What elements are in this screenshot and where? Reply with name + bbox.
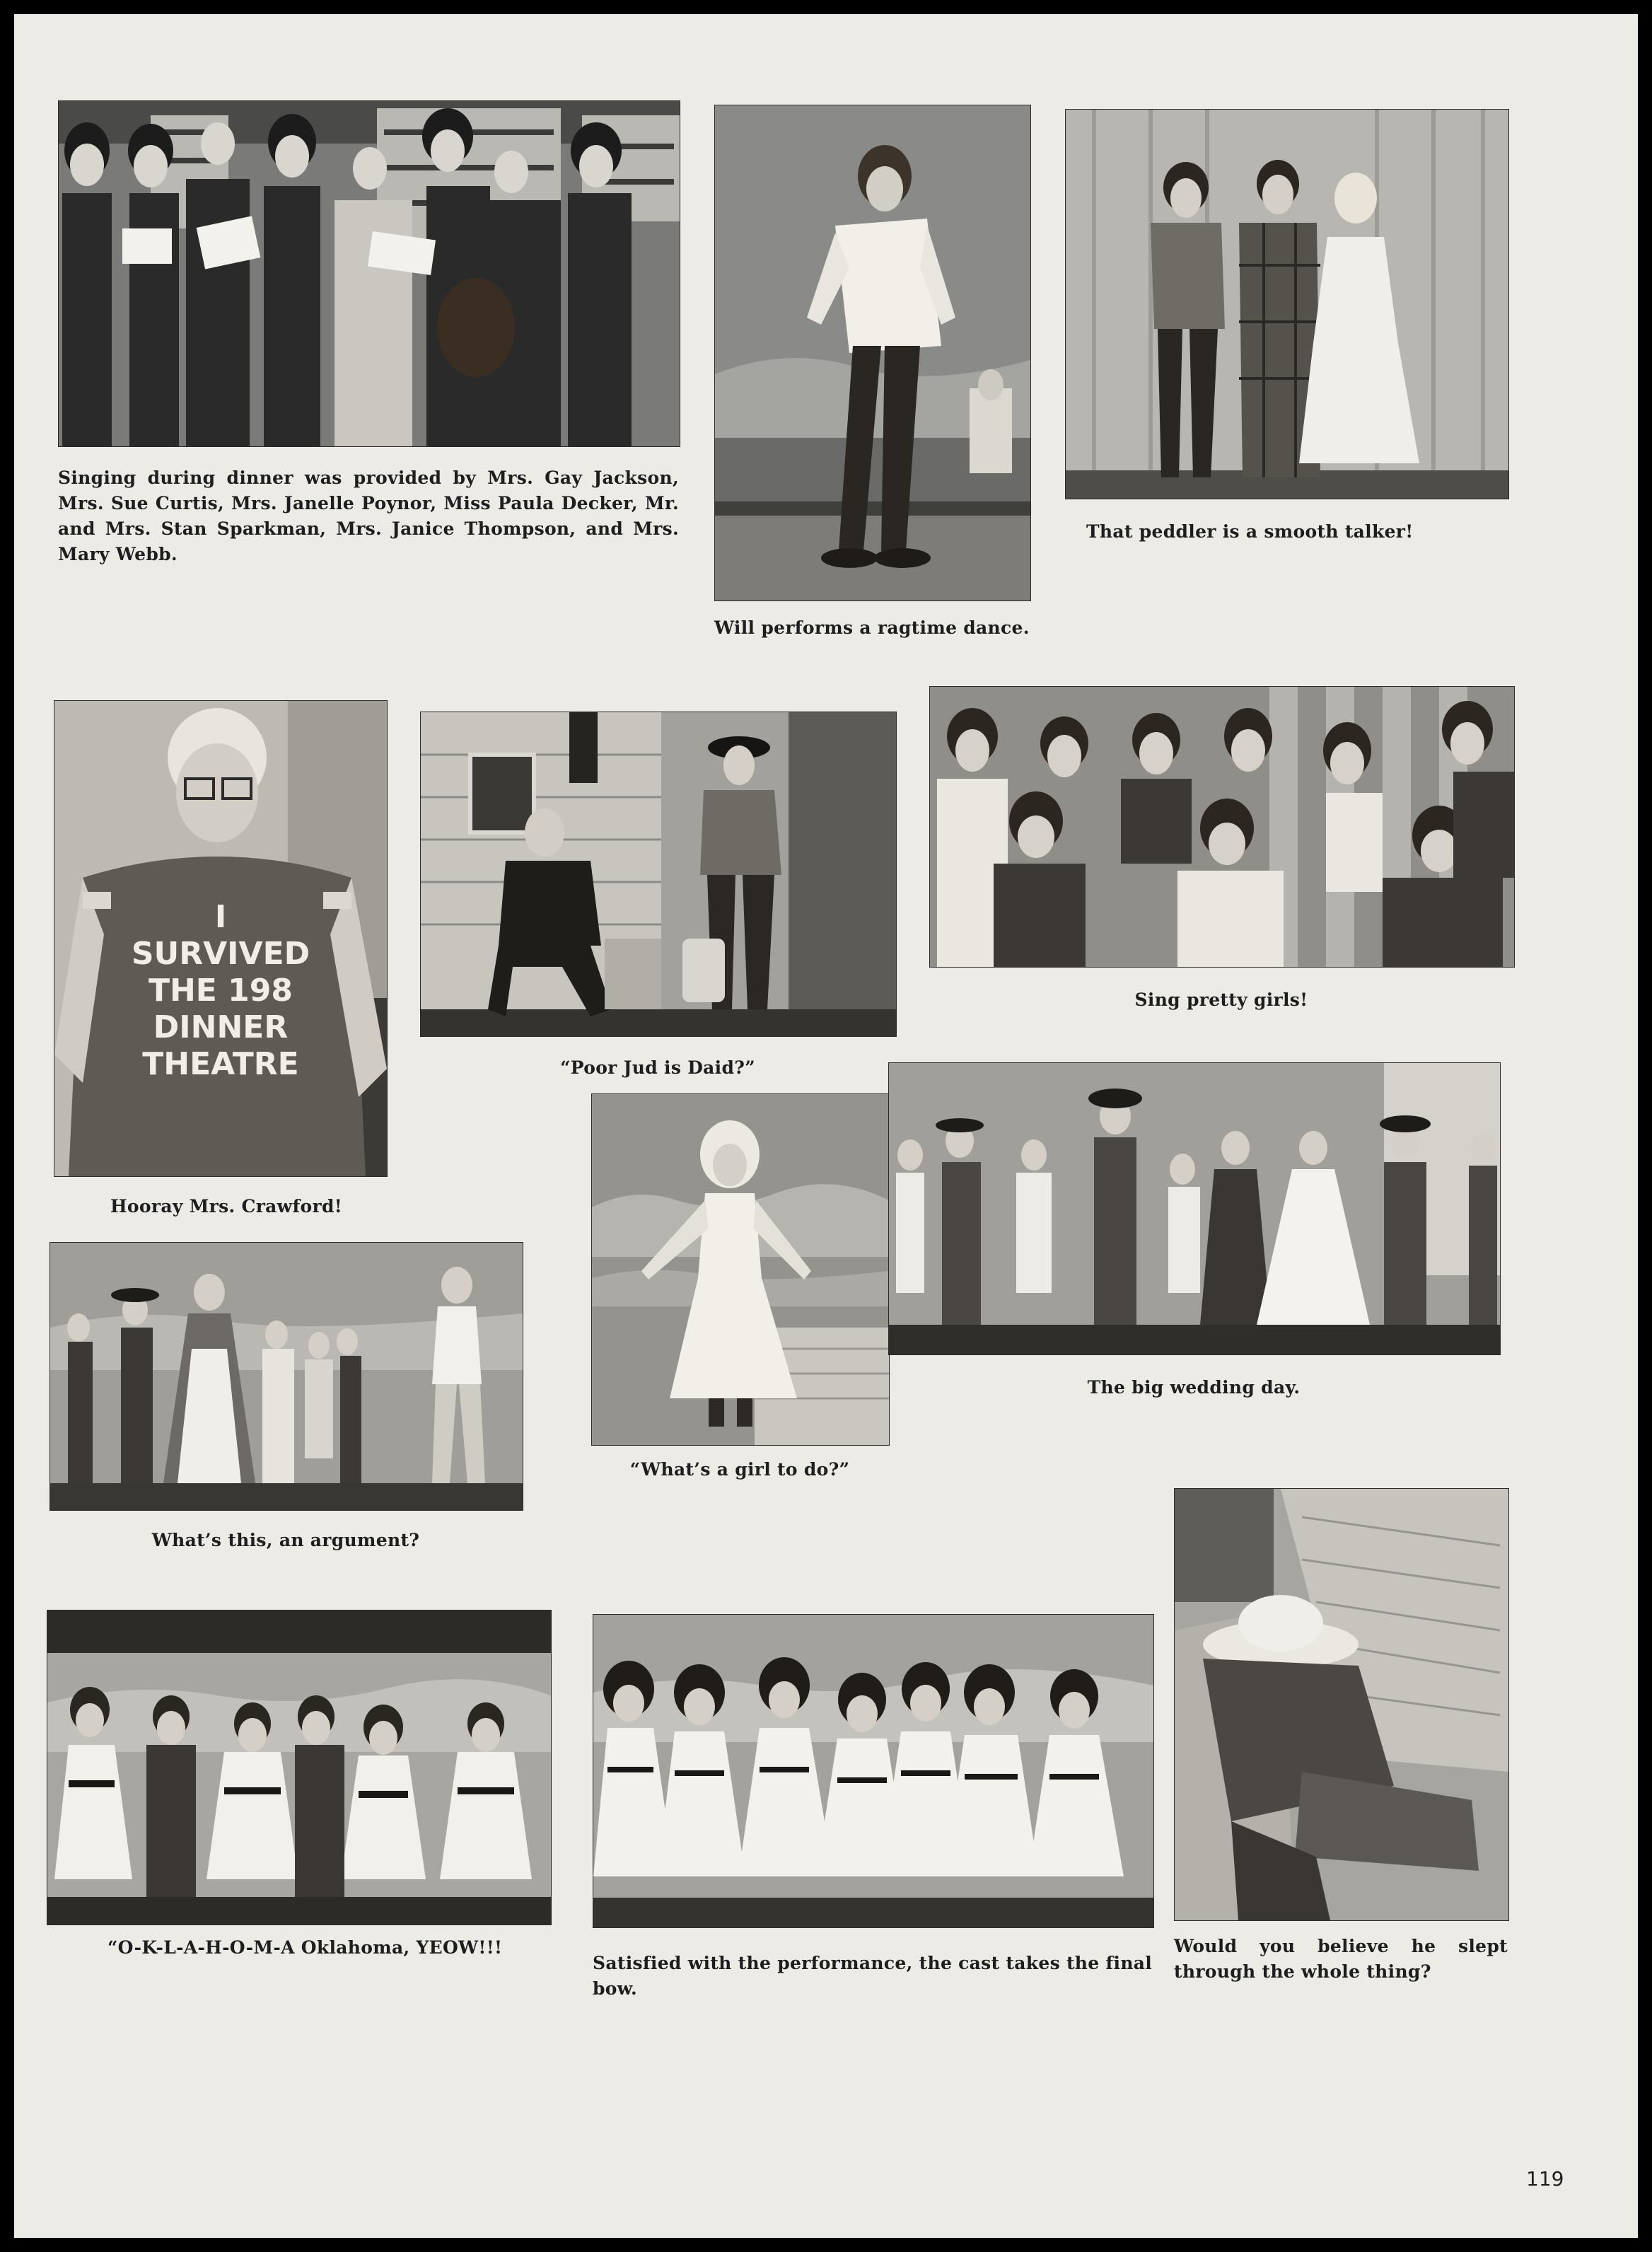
shirt-line: I [214,899,227,935]
oklahoma-caption: “O-K-L-A-H-O-M-A Oklahoma, YEOW!!! [107,1937,503,1958]
page-number: 119 [1526,2167,1564,2190]
crawford-shirt-text [104,899,337,1083]
ragtime-caption: Will performs a ragtime dance. [714,617,1030,638]
final-bow-photo [593,1614,1154,1928]
girl-photo [591,1093,890,1446]
pretty-girls-caption: Sing pretty girls! [1134,989,1308,1010]
sleeper-photo [1174,1488,1509,1921]
yearbook-page [14,14,1638,2238]
shirt-line: THEATRE [142,1046,299,1082]
wedding-caption: The big wedding day. [1087,1377,1301,1398]
girl-caption: “What’s a girl to do?” [629,1459,850,1480]
shirt-line: DINNER [153,1009,289,1045]
singers-caption: Singing during dinner was provided by Mrs. Gay Jackson, Mrs. Sue Curtis, Mrs. Janelle Poynor, Miss Paula Decker, Mr. and Mrs. Stan Sparkman, Mrs. Janice Thompson, and Mrs. Mary Webb. [58,468,679,564]
final-bow-caption: Satisfied with the performance, the cast takes the final bow. [593,1953,1153,1999]
jud-photo [420,712,897,1037]
crawford-photo [54,700,388,1177]
peddler-caption: That peddler is a smooth talker! [1086,521,1414,542]
crawford-caption: Hooray Mrs. Crawford! [110,1196,343,1217]
shirt-line: SURVIVED [131,936,310,972]
sleeper-caption: Would you believe he slept through the whole thing? [1174,1936,1508,1982]
argument-caption: What’s this, an argument? [151,1530,420,1550]
pretty-girls-photo [929,686,1515,968]
shirt-line: THE 198 [148,973,293,1009]
singers-photo [58,100,680,447]
ragtime-photo [714,105,1031,601]
jud-caption: “Poor Jud is Daid?” [560,1057,755,1078]
wedding-photo [888,1062,1501,1355]
peddler-photo [1065,109,1509,499]
argument-photo [50,1242,523,1511]
oklahoma-photo [47,1610,552,1925]
